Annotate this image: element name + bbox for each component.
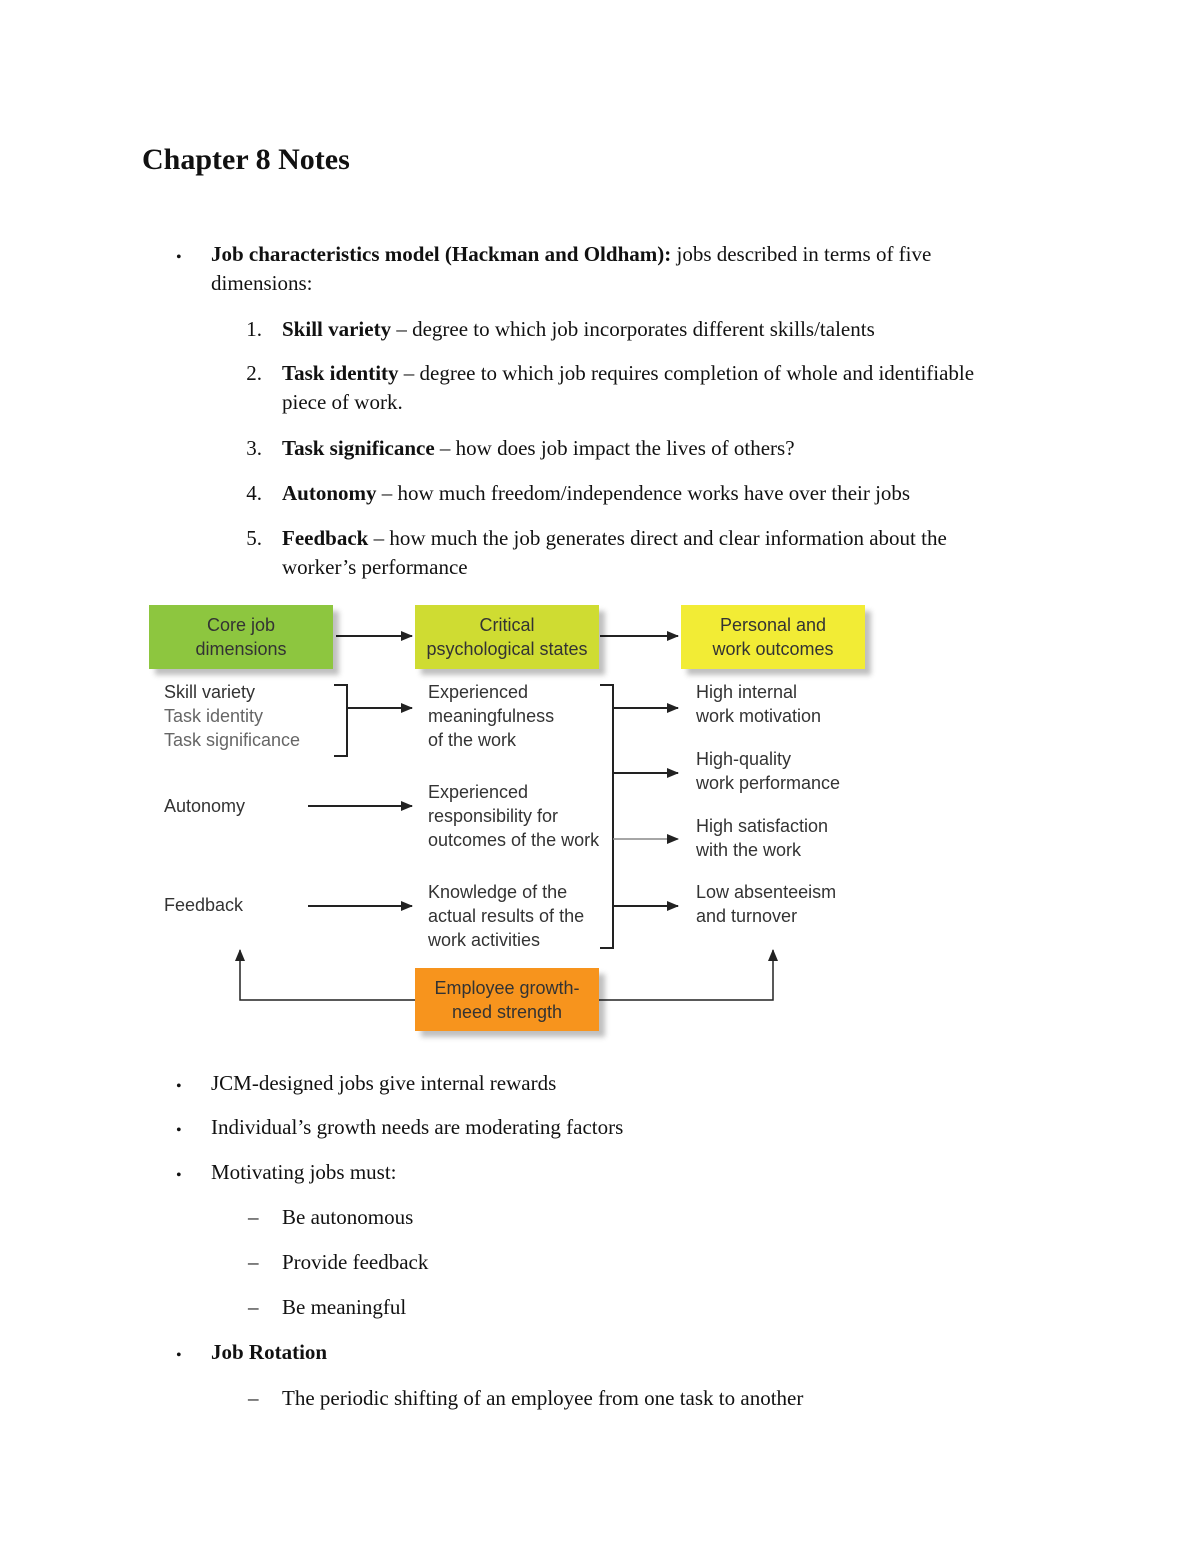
dimension-term: Autonomy xyxy=(282,481,377,505)
core-autonomy: Autonomy xyxy=(164,796,246,816)
bullet-item: Motivating jobs must: xyxy=(211,1160,397,1184)
bullet-mark: • xyxy=(176,1347,182,1364)
outcome-motivation: High internal work motivation xyxy=(696,682,822,726)
bullet-mark: • xyxy=(176,1078,182,1095)
core-feedback: Feedback xyxy=(164,895,244,915)
dimension-desc: – how does job impact the lives of others? xyxy=(439,436,795,460)
dash-mark: – xyxy=(248,1295,259,1319)
sub-item: Provide feedback xyxy=(282,1250,429,1274)
jcm-description-cont: dimensions: xyxy=(211,271,313,295)
state-responsibility: Experienced responsibility for outcomes of the work xyxy=(428,782,600,850)
outcome-performance: High-quality work performance xyxy=(696,749,841,793)
outcomes-header xyxy=(681,605,865,669)
jcm-description: jobs described in terms of five xyxy=(676,242,932,266)
sub-item: The periodic shifting of an employee from one task to another xyxy=(282,1386,804,1410)
dash-mark: – xyxy=(248,1386,259,1410)
core-header-label: Core job dimensions xyxy=(195,615,287,659)
state-meaningfulness: Experienced meaningfulness of the work xyxy=(428,682,555,750)
core-task-significance: Task significance xyxy=(164,730,301,750)
dimension-desc: – how much freedom/independence works have over their jobs xyxy=(381,481,911,505)
dimension-item xyxy=(282,524,1082,582)
outcome-satisfaction: High satisfaction with the work xyxy=(696,816,829,860)
bullet-item: Individual’s growth needs are moderating factors xyxy=(211,1115,624,1139)
core-dimensions-header xyxy=(149,605,333,669)
dimension-term: Skill variety xyxy=(282,317,392,341)
page-title: Chapter 8 Notes xyxy=(142,143,350,176)
dimension-item xyxy=(282,434,1082,463)
core-skill-variety: Skill variety xyxy=(164,682,256,702)
dimension-number: 1. xyxy=(246,317,262,341)
dimension-term: Task significance xyxy=(282,436,435,460)
dimension-desc: – degree to which job requires completion of whole and identifiable xyxy=(403,361,975,385)
rotation-heading xyxy=(211,1338,327,1367)
growth-line-left xyxy=(240,950,415,1000)
outcome-absenteeism: Low absenteeism and turnover xyxy=(696,882,837,926)
dimension-item xyxy=(282,315,1082,344)
dimension-term: Feedback xyxy=(282,526,369,550)
sub-item: Be meaningful xyxy=(282,1295,407,1319)
states-bracket xyxy=(600,685,613,948)
dimension-item xyxy=(282,479,1082,508)
bullet-mark: • xyxy=(176,249,182,266)
state-knowledge: Knowledge of the actual results of the work activities xyxy=(428,882,585,950)
dimension-desc: – degree to which job incorporates different skills/talents xyxy=(396,317,875,341)
dash-mark: – xyxy=(248,1205,259,1229)
dimension-desc: – how much the job generates direct and clear information about the xyxy=(373,526,947,550)
growth-header-label: Employee growth- need strength xyxy=(434,977,580,1022)
core-task-identity: Task identity xyxy=(164,706,264,726)
critical-states-header xyxy=(415,605,599,669)
dimension-term: Task identity xyxy=(282,361,399,385)
sub-item: Be autonomous xyxy=(282,1205,414,1229)
dimension-desc-cont: worker’s performance xyxy=(282,555,468,579)
bullet-mark: • xyxy=(176,1167,182,1184)
bullet-item: JCM-designed jobs give internal rewards xyxy=(211,1071,557,1095)
outcomes-header-label: Personal and work outcomes xyxy=(712,615,834,659)
core-bracket xyxy=(334,685,347,756)
bullet-mark: • xyxy=(176,1122,182,1139)
dimension-number: 2. xyxy=(246,361,262,385)
critical-header-label: Critical psychological states xyxy=(426,615,588,659)
rotation-term: Job Rotation xyxy=(211,1340,328,1364)
dash-mark: – xyxy=(248,1250,259,1274)
jcm-paragraph xyxy=(211,240,1051,298)
jcm-term: Job characteristics model (Hackman and Oldham): xyxy=(211,242,672,266)
dimension-number: 4. xyxy=(246,481,262,505)
dimension-number: 3. xyxy=(246,436,262,460)
dimension-desc-cont: piece of work. xyxy=(282,390,403,414)
dimension-item xyxy=(282,359,1082,417)
growth-need-box xyxy=(415,968,599,1031)
jcm-diagram xyxy=(140,598,880,1043)
dimension-number: 5. xyxy=(246,526,262,550)
growth-line-right xyxy=(599,950,773,1000)
